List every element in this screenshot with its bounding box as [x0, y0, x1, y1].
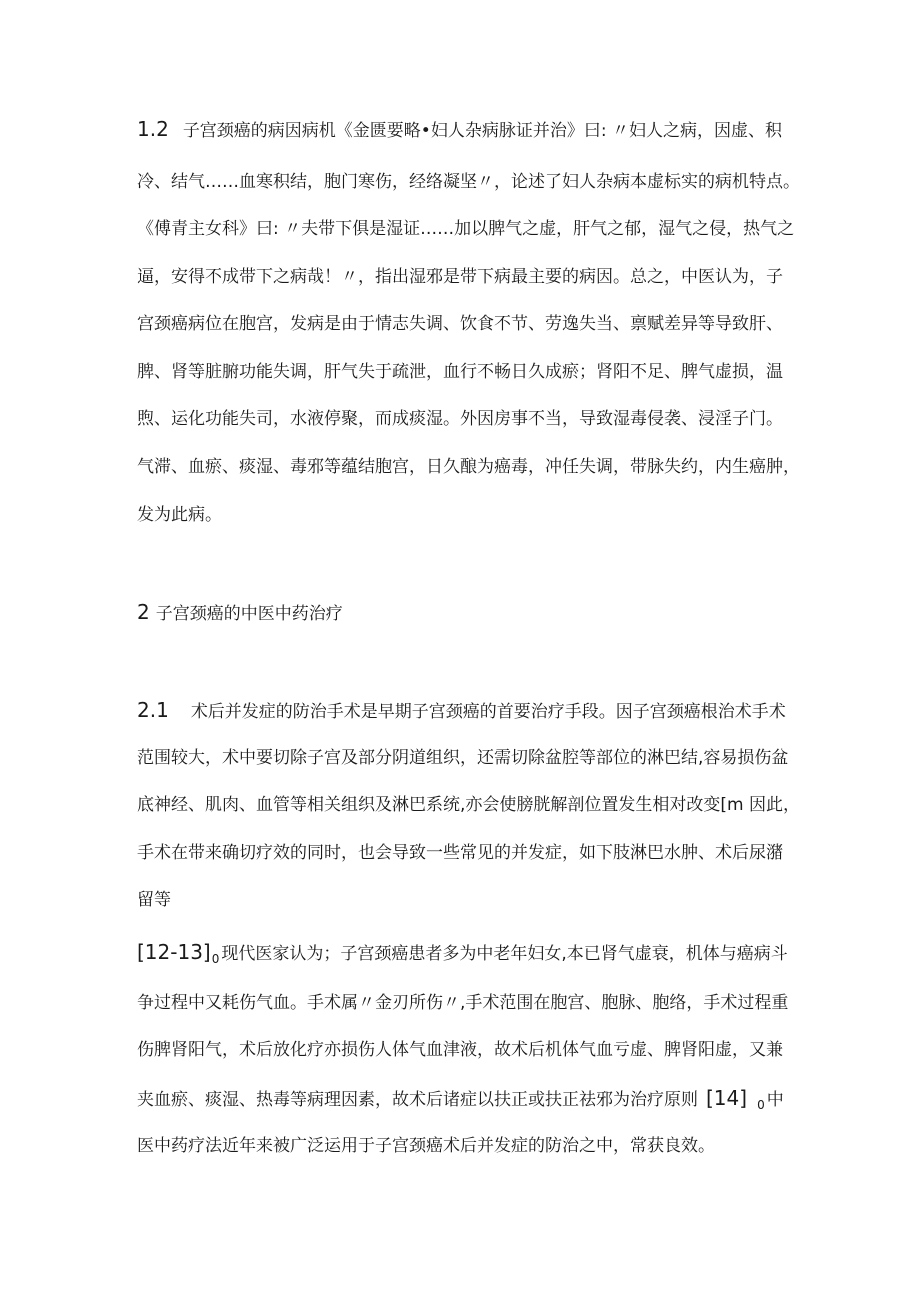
section-number: 2 [137, 600, 150, 624]
paragraph-1-2-line-5: 宫颈癌病位在胞宫，发病是由于情志失调、饮食不节、劳逸失当、禀赋差异等导致肝、 [137, 314, 783, 334]
citation: [14] [706, 1086, 748, 1110]
paragraph-2-1-line-8: 伤脾肾阳气，术后放化疗亦损伤人体气血津液，故术后机体气血亏虚、脾肾阳虚，又兼 [137, 1040, 783, 1060]
paragraph-1-2-line-7: 煦、运化功能失司，水液停聚，而成痰湿。外因房事不当，导致湿毒侵袭、浸淫子门。 [137, 409, 783, 429]
paragraph-2-1-line-3: 底神经、肌肉、血管等相关组织及淋巴系统,亦会使膀胱解剖位置发生相对改变[m 因此， [137, 795, 800, 815]
paragraph-2-1-line-4: 手术在带来确切疗效的同时，也会导致一些常见的并发症，如下肢淋巴水肿、术后尿潴 [137, 843, 783, 863]
paragraph-1-2-line-9: 发为此病。 [137, 505, 222, 525]
paragraph-1-2-line-3: 《傅青主女科》曰: 〃夫带下俱是湿证……加以脾气之虚，肝气之郁，湿气之侵，热气之 [137, 219, 795, 239]
paragraph-1-2-line-6: 脾、肾等脏腑功能失调，肝气失于疏泄，血行不畅日久成瘀；肾阳不足、脾气虚损，温 [137, 362, 783, 382]
paragraph-2-1-line-5: 留等 [137, 890, 171, 910]
section-2-title: 子宫颈癌的中医中药治疗 [155, 604, 343, 624]
paragraph-2-1-line-7: 争过程中又耗伤气血。手术属〃金刃所伤〃,手术范围在胞宫、胞脉、胞络，手术过程重 [137, 993, 789, 1013]
section-number: 1.2 [137, 117, 169, 141]
paragraph-2-1-line-6: $[12-13]_0$ 现代医家认为；子宫颈癌患者多为中老年妇女,本已肾气虚衰，机体与癌病斗 [137, 940, 788, 966]
paragraph-1-2-line-8: 气滞、血瘀、痰湿、毒邪等蕴结胞宫，日久酿为癌毒，冲任失调，带脉失约，内生癌肿， [137, 457, 800, 477]
paragraph-1-2-line-4: 逼，安得不成带下之病哉！〃，指出湿邪是带下病最主要的病因。总之，中医认为，子 [137, 267, 783, 287]
paragraph-2-1-line-2: 范围较大，术中要切除子宫及部分阴道组织，还需切除盆腔等部位的淋巴结,容易损伤盆 [137, 748, 789, 768]
citation-subscript: 0 [211, 952, 220, 966]
paragraph-2-1-line-10: 医中药疗法近年来被广泛运用于子宫颈癌术后并发症的防治之中，常获良效。 [137, 1136, 715, 1156]
paragraph-1-2-line-1: 1.2 子宫颈癌的病因病机《金匮要略•妇人杂病脉证并治》曰: 〃妇人之病，因虚、积 [137, 117, 782, 141]
section-2-heading [137, 600, 343, 626]
citation: [12-13] [137, 940, 211, 964]
section-number: 2.1 [137, 698, 169, 722]
paragraph-1-2-line-2: 冷、结气……血寒积结，胞门寒伤，经络凝坚〃，论述了妇人杂病本虚标实的病机特点。 [137, 172, 800, 192]
citation-subscript: 0 [757, 1098, 765, 1112]
paragraph-2-1-line-1: 2.1 术后并发症的防治手术是早期子宫颈癌的首要治疗手段。因子宫颈癌根治术手术 [137, 698, 786, 722]
paragraph-2-1-line-9: 夹血瘀、痰湿、热毒等病理因素，故术后诸症以扶正或扶正祛邪为治疗原则 [14] $_0$ 中 [137, 1086, 784, 1112]
